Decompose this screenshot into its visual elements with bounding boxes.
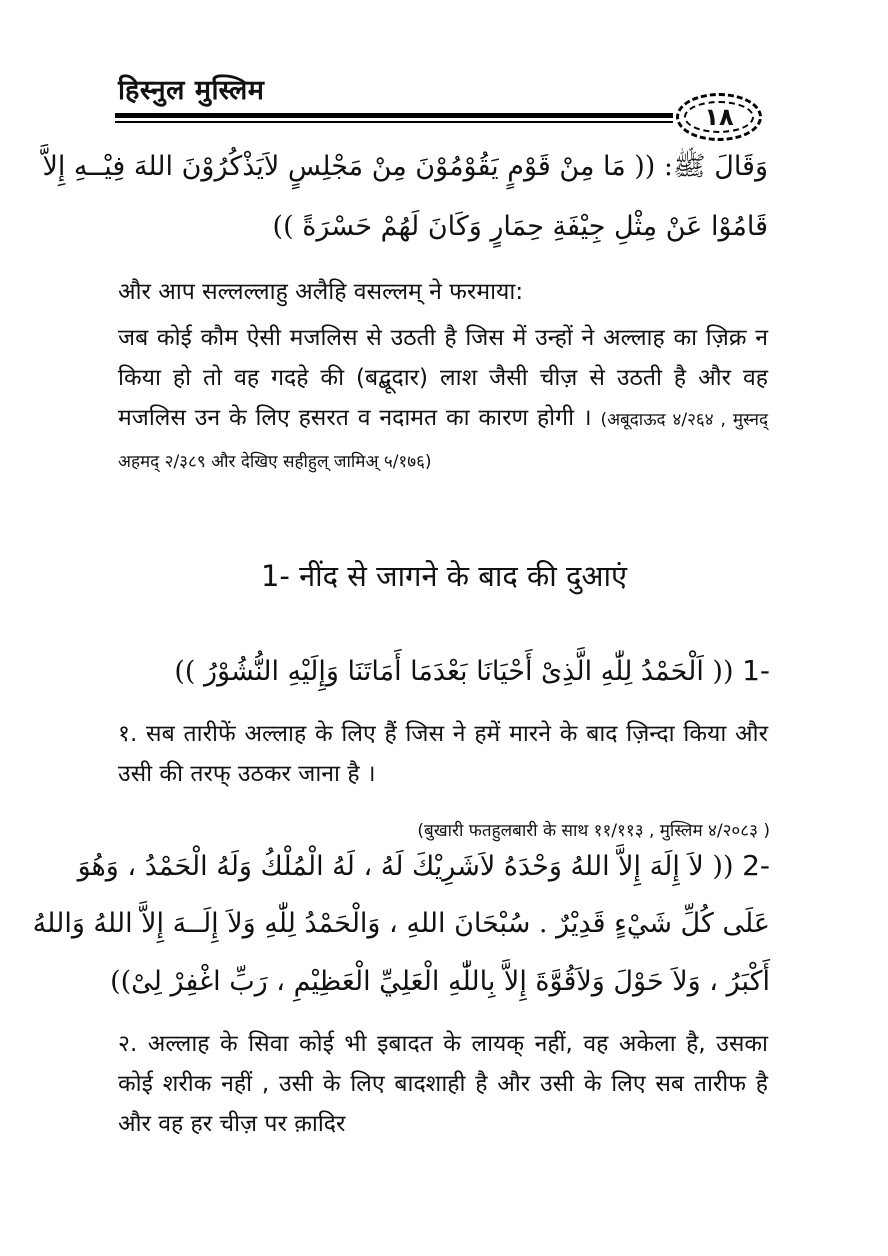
book-title: हिस्नुल मुस्लिम: [118, 75, 265, 106]
dua-1-reference: (बुखारी फतहुलबारी के साथ ११/११३ , मुस्लिम ४/२०८३ ): [417, 821, 770, 841]
dua-2-arabic-line-3: أَكْبَرُ ، وَلاَ حَوْلَ وَلاَقُوَّةَ إِلاَّ بِاللّٰهِ الْعَلِيِّ الْعَظِيْمِ ، رَبِّ اغْفِرْ لِىْ)): [110, 966, 770, 997]
hadith-arabic-line-2: قَامُوْا عَنْ مِثْلِ جِيْفَةِ حِمَارٍ وَكَانَ لَهُمْ حَسْرَةً )): [272, 211, 768, 242]
dua-1-number: 1-: [742, 654, 770, 687]
dua-2-arabic-line-2: عَلَى كُلِّ شَيْءٍ قَدِيْرٌ . سُبْحَانَ اللهِ ، وَالْحَمْدُ لِلّٰهِ وَلاَ إِلَــهَ إِلاَّ اللهُ وَاللهُ: [32, 908, 770, 939]
page-number-badge: [676, 93, 762, 141]
dua-1-arabic: (( اَلْحَمْدُ لِلّٰهِ الَّذِىْ أَحْيَانَا بَعْدَمَا أَمَاتَنَا وَإِلَيْهِ النُّشُوْرُ )): [174, 656, 734, 687]
header-rule-thick: [115, 113, 673, 118]
dua-2-arabic-line-1: [77, 840, 770, 893]
header-rule-thin: [115, 121, 673, 123]
dua-2-translation: २. अल्लाह के सिवा कोई भी इबादत के लायक् नहीं, वह अकेला है, उसका कोई शरीक नहीं , उसी के लिए बादशाही है और उसी के लिए सब तारीफ है और वह हर चीज़ पर क़ादिर: [118, 1031, 768, 1137]
dua-1-translation: १. सब तारीफें अल्लाह के लिए हैं जिस ने हमें मारने के बाद ज़िन्दा किया और उसी की तरफ् उठकर जाना है ।: [118, 721, 768, 787]
hadith-intro: और आप सल्लल्लाहु अलैहि वसल्लम् ने फरमाया:: [118, 279, 524, 305]
hadith-translation: [118, 318, 768, 482]
dua-1-line: [174, 648, 770, 695]
hadith-translation-text: जब कोई कौम ऐसी मजलिस से उठती है जिस में उन्हों ने अल्लाह का ज़िक्र न किया हो तो वह गदहे की (बद्बूदार) लाश जैसी चीज़ से उठती है और वह मजलिस उन के लिए हसरत व नदामत का कारण होगी ।: [118, 325, 768, 431]
dua-2-number: 2-: [742, 849, 770, 882]
hadith-arabic-line-1: وَقَالَ ﷺ: (( مَا مِنْ قَوْمٍ يَقُوْمُوْنَ مِنْ مَجْلِسٍ لاَيَذْكُرُوْنَ اللهَ فِيْــهِ إِلاَّ: [42, 151, 768, 182]
page-number: ١٨: [704, 103, 734, 131]
section-heading: 1- नींद से जागने के बाद की दुआएं: [260, 559, 628, 593]
hadith-reference: (अबूदाऊद ४/२६४ , मुस्नद् अहमद् २/३८९ और देखिए सहीहुल् जामिअ् ५/१७६): [118, 410, 768, 472]
dua-2-arabic-text-1: (( لاَ إِلَهَ إِلاَّ اللهُ وَحْدَهُ لاَشَرِيْكَ لَهُ ، لَهُ الْمُلْكُ وَلَهُ الْحَمْدُ ، وَهُوَ: [77, 851, 734, 882]
